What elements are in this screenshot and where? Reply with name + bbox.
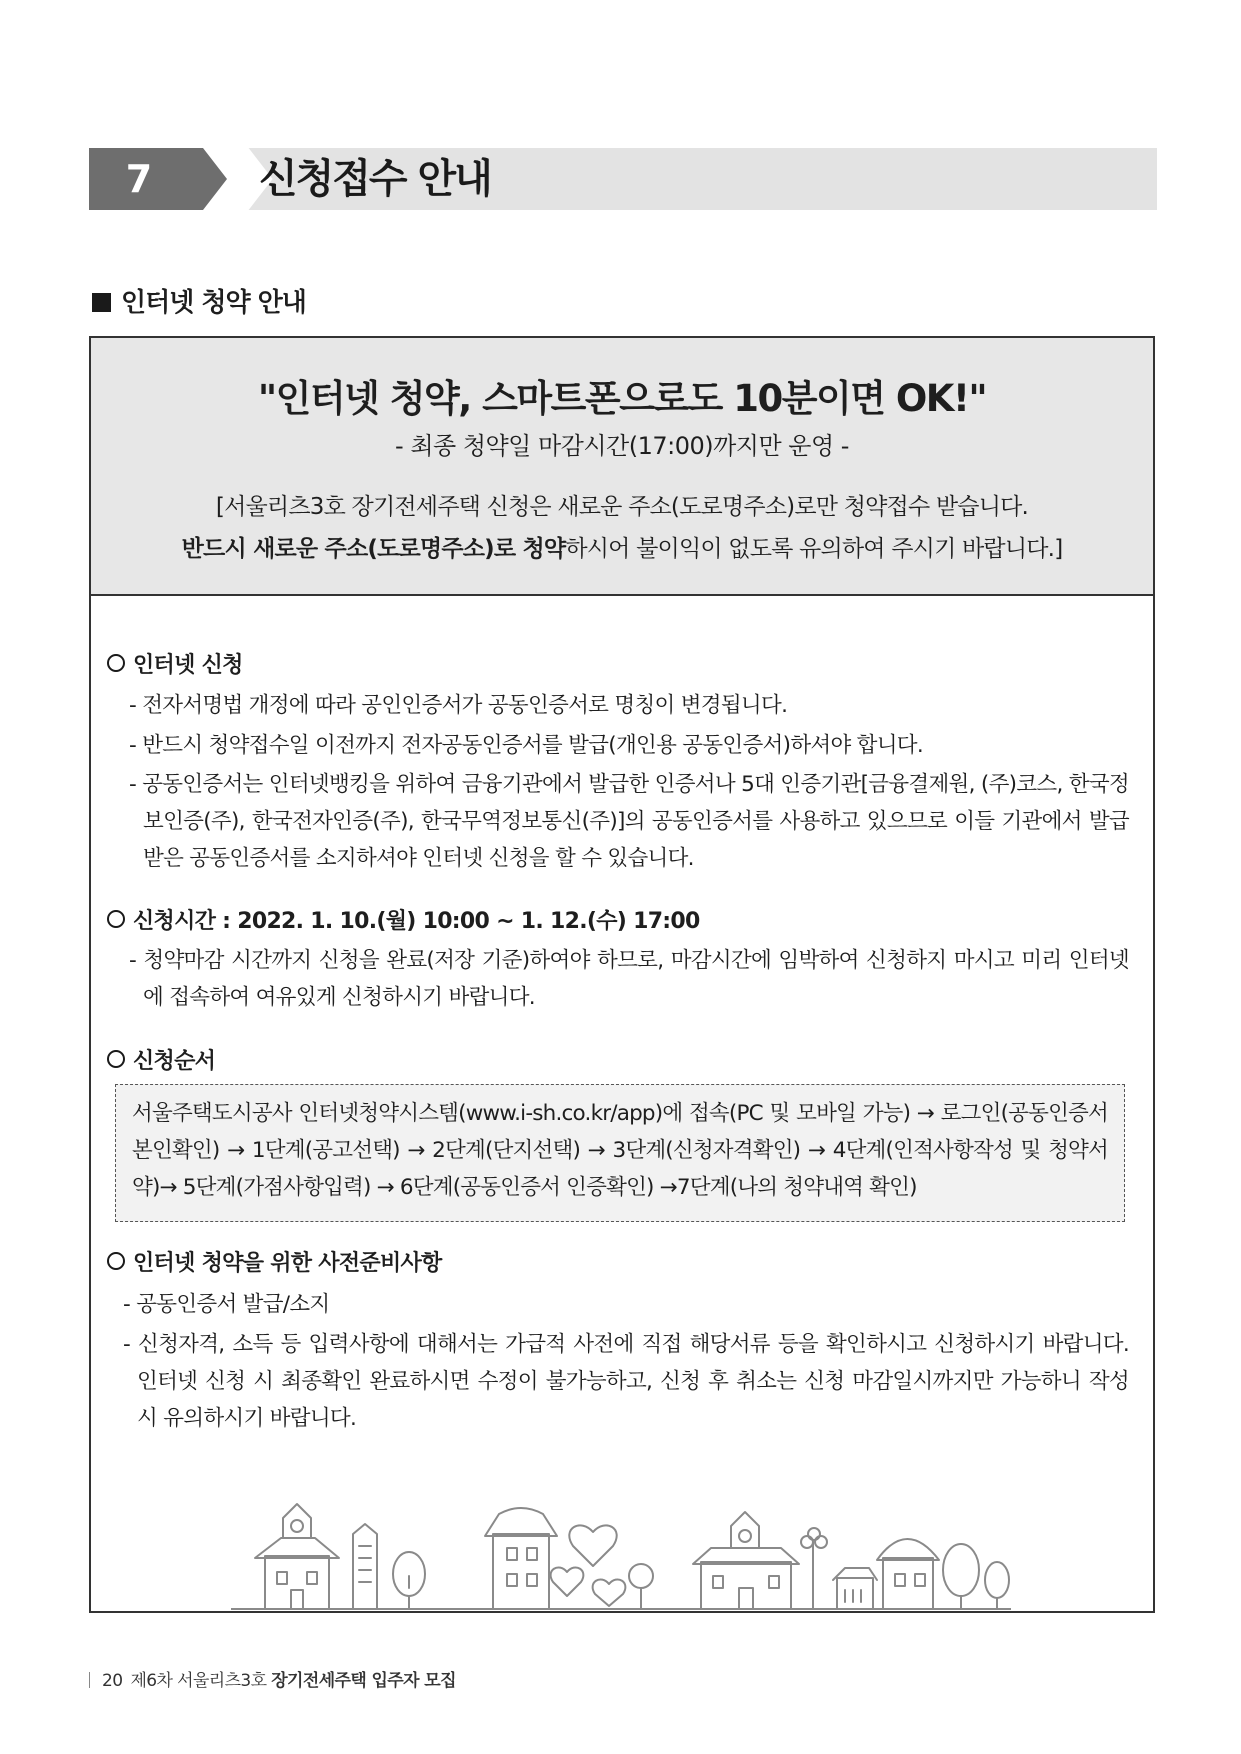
- page-footer: [89, 1666, 456, 1691]
- preparation-heading-text: 인터넷 청약을 위한 사전준비사항: [133, 1251, 442, 1276]
- section-header: [89, 148, 1157, 210]
- square-bullet-icon: [92, 293, 111, 312]
- address-notice-bold: 반드시 새로운 주소(도로명주소)로 청약: [181, 536, 566, 562]
- section-title: 신청접수 안내: [259, 156, 491, 202]
- list-item: - 청약마감 시간까지 신청을 완료(저장 기준)하여야 하므로, 마감시간에 임박하여 신청하지 마시고 미리 인터넷에 접속하여 여유있게 신청하시기 바랍니다.: [129, 948, 1129, 1010]
- page-number: 20: [102, 1671, 123, 1691]
- address-notice-line1: [서울리츠3호 장기전세주택 신청은 새로운 주소(도로명주소)로만 청약접수 받습니다.: [215, 494, 1029, 520]
- circle-bullet-icon: [107, 1252, 125, 1270]
- circle-bullet-icon: [107, 654, 125, 672]
- list-item: - 전자서명법 개정에 따라 공인인증서가 공동인증서로 명칭이 변경됩니다.: [129, 693, 788, 718]
- list-item: - 신청자격, 소득 등 입력사항에 대해서는 가급적 사전에 직접 해당서류 등을 확인하시고 신청하시기 바랍니다. 인터넷 신청 시 최종확인 완료하시면 수정이 불가능하고, 신청 후 취소는 신청 마감일시까지만 가능하니 작성 시 유의하시기 바랍니다.: [123, 1332, 1129, 1431]
- apply-order-heading-text: 신청순서: [133, 1049, 216, 1074]
- internet-apply-heading: [107, 648, 243, 679]
- slogan-sub: - 최종 청약일 마감시간(17:00)까지만 운영 -: [395, 432, 849, 460]
- apply-order-flow: 서울주택도시공사 인터넷청약시스템(www.i-sh.co.kr/app)에 접속(PC 및 모바일 가능) → 로그인(공동인증서 본인확인) → 1단계(공고선택) → 2단계(단지선택) → 3단계(신청자격확인) → 4단계(인적사항작성 및 청약서약)→ 5단계(가점사항입력) → 6단계(공동인증서 인증확인) →7단계(나의 청약내역 확인): [115, 1084, 1125, 1222]
- footer-title: 장기전세주택 입주자 모집: [271, 1671, 456, 1691]
- subheading-text: 인터넷 청약 안내: [121, 288, 306, 318]
- apply-order-heading: [107, 1044, 215, 1075]
- circle-bullet-icon: [107, 1050, 125, 1068]
- section-number: 7: [125, 157, 153, 201]
- apply-time-heading-text: 신청시간 : 2022. 1. 10.(월) 10:00 ~ 1. 12.(수) 17:00: [133, 909, 700, 934]
- footer-prefix: 제6차 서울리츠3호: [130, 1671, 272, 1691]
- list-item: - 공동인증서 발급/소지: [123, 1292, 330, 1317]
- address-notice-line2: [91, 530, 1153, 563]
- slogan: "인터넷 청약, 스마트폰으로도 10분이면 OK!": [257, 377, 987, 420]
- list-item: - 공동인증서는 인터넷뱅킹을 위하여 금융기관에서 발급한 인증서나 5대 인증기관[금융결제원, (주)코스, 한국정보인증(주), 한국전자인증(주), 한국무역정보통신(주)]의 공동인증서를 사용하고 있으므로 이들 기관에서 발급받은 공동인증서를 소지하셔야 인터넷 신청을 할 수 있습니다.: [129, 772, 1129, 871]
- address-notice-rest: 하시어 불이익이 없도록 유의하여 주시기 바랍니다.]: [565, 536, 1063, 562]
- internet-apply-heading-text: 인터넷 신청: [133, 653, 243, 678]
- town-illustration: [231, 1498, 1011, 1610]
- subheading: [92, 282, 306, 319]
- slogan-banner: [91, 338, 1153, 596]
- preparation-heading: [107, 1246, 442, 1277]
- circle-bullet-icon: [107, 910, 125, 928]
- footer-divider: [89, 1672, 90, 1688]
- info-box: [89, 336, 1155, 1613]
- list-item: - 반드시 청약접수일 이전까지 전자공동인증서를 발급(개인용 공동인증서)하셔야 합니다.: [129, 733, 923, 758]
- apply-time-heading: [107, 904, 700, 935]
